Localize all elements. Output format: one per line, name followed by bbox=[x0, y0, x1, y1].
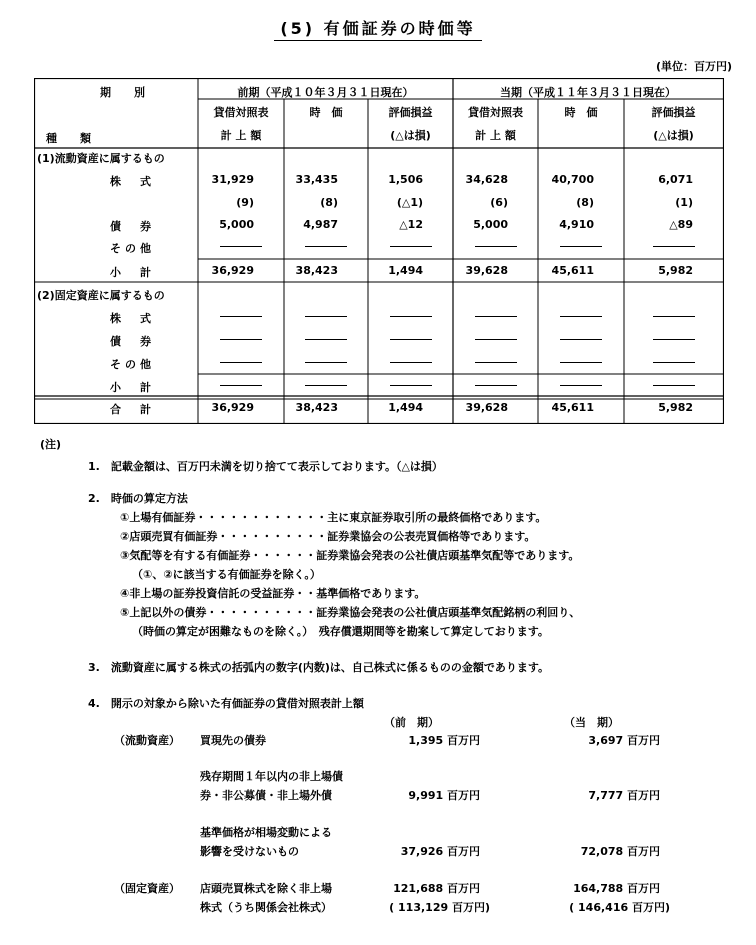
column-header: (△は損) bbox=[653, 129, 694, 142]
empty-dash bbox=[653, 385, 695, 386]
row-label: その他 bbox=[110, 242, 155, 255]
empty-dash bbox=[653, 339, 695, 340]
row-label: 株 式 bbox=[110, 312, 155, 325]
empty-dash bbox=[390, 246, 432, 247]
empty-dash bbox=[475, 339, 517, 340]
empty-dash bbox=[305, 339, 347, 340]
empty-dash bbox=[390, 316, 432, 317]
empty-dash bbox=[475, 362, 517, 363]
empty-dash bbox=[560, 246, 602, 247]
empty-dash bbox=[475, 385, 517, 386]
empty-dash bbox=[653, 362, 695, 363]
page-title: (5) 有価証券の時価等 bbox=[0, 16, 756, 39]
table-cell: 6,071 bbox=[658, 173, 693, 186]
note-4-curr-label: （当 期） bbox=[564, 716, 619, 729]
table-cell: 1,506 bbox=[388, 173, 423, 186]
note-4-item-3-desc1: 基準価格が相場変動による bbox=[200, 826, 332, 839]
column-header: 計 上 額 bbox=[220, 129, 262, 142]
table-cell: 45,611 bbox=[551, 264, 594, 277]
table-cell: 45,611 bbox=[551, 401, 594, 414]
table-cell: △12 bbox=[399, 218, 423, 231]
note-2-2: ②店頭売買有価証券・・・・・・・・・・証券業協会の公表売買価格等であります。 bbox=[120, 530, 536, 543]
table-cell: 4,910 bbox=[559, 218, 594, 231]
note-4-item-4-desc1: 店頭売買株式を除く非上場 bbox=[200, 882, 332, 895]
column-header: 評価損益 bbox=[388, 106, 433, 119]
column-header: 貸借対照表 bbox=[468, 106, 523, 119]
table-cell: 4,987 bbox=[303, 218, 338, 231]
table-cell: (6) bbox=[490, 196, 508, 209]
row-label: (2)固定資産に属するもの bbox=[37, 289, 165, 302]
empty-dash bbox=[305, 385, 347, 386]
row-label: 小 計 bbox=[110, 266, 155, 279]
note-4-item-4-prev: 121,688 百万円 bbox=[393, 882, 480, 895]
table-cell: 34,628 bbox=[465, 173, 508, 186]
note-4-item-4-curr2: ( 146,416 百万円) bbox=[569, 901, 670, 914]
table-cell: (1) bbox=[675, 196, 693, 209]
empty-dash bbox=[653, 316, 695, 317]
row-label: (1)流動資産に属するもの bbox=[37, 152, 165, 165]
note-2: 2. 時価の算定方法 bbox=[88, 492, 188, 505]
note-4-item-1-desc: 買現先の債券 bbox=[200, 734, 266, 747]
column-header: 計 上 額 bbox=[475, 129, 516, 142]
note-4-item-3-curr: 72,078 百万円 bbox=[580, 845, 660, 858]
empty-dash bbox=[475, 316, 517, 317]
empty-dash bbox=[305, 316, 347, 317]
empty-dash bbox=[220, 246, 262, 247]
note-4-item-2-curr: 7,777 百万円 bbox=[588, 789, 660, 802]
empty-dash bbox=[653, 246, 695, 247]
table-cell: 5,982 bbox=[658, 264, 693, 277]
note-4-item-2-prev: 9,991 百万円 bbox=[408, 789, 480, 802]
note-2-3: ③気配等を有する有価証券・・・・・・証券業協会発表の公社債店頭基準気配等であります。 bbox=[120, 549, 580, 562]
unit-label: (単位：百万円) bbox=[655, 60, 732, 73]
table-cell: 39,628 bbox=[465, 264, 508, 277]
table-cell: 33,435 bbox=[295, 173, 338, 186]
empty-dash bbox=[560, 316, 602, 317]
note-4-item-1-prev: 1,395 百万円 bbox=[408, 734, 480, 747]
table-cell: 36,929 bbox=[211, 401, 254, 414]
note-4-item-1-curr: 3,697 百万円 bbox=[588, 734, 660, 747]
empty-dash bbox=[475, 246, 517, 247]
note-2-5: ⑤上記以外の債券・・・・・・・・・・証券業協会発表の公社債店頭基準気配銘柄の利回り、 bbox=[120, 606, 581, 619]
notes-heading: (注) bbox=[40, 438, 62, 451]
note-1: 1. 記載金額は、百万円未満を切り捨てて表示しております。（△は損） bbox=[88, 460, 443, 473]
current-assets-label: （流動資産） bbox=[114, 734, 180, 747]
header-curr-period: 当期（平成１１年３月３１日現在） bbox=[500, 86, 676, 99]
note-2-1: ①上場有価証券・・・・・・・・・・・・主に東京証券取引所の最終価格であります。 bbox=[120, 511, 547, 524]
note-4-item-2-desc1: 残存期間１年以内の非上場債 bbox=[200, 770, 343, 783]
empty-dash bbox=[220, 362, 262, 363]
note-4-item-3-desc2: 影響を受けないもの bbox=[200, 845, 299, 858]
note-4-item-4-prev2: ( 113,129 百万円) bbox=[389, 901, 490, 914]
table-cell: 5,000 bbox=[473, 218, 508, 231]
table-cell: 40,700 bbox=[551, 173, 594, 186]
table-cell: 31,929 bbox=[211, 173, 254, 186]
empty-dash bbox=[560, 339, 602, 340]
row-label: 合 計 bbox=[110, 403, 155, 416]
table-cell: (△1) bbox=[396, 196, 423, 209]
note-4-item-4-curr: 164,788 百万円 bbox=[573, 882, 660, 895]
header-prev-period: 前期（平成１０年３月３１日現在） bbox=[237, 86, 414, 99]
row-label: 株 式 bbox=[110, 175, 155, 188]
note-4-prev-label: （前 期） bbox=[384, 716, 439, 729]
empty-dash bbox=[390, 339, 432, 340]
column-header: 時 価 bbox=[309, 106, 343, 119]
table-cell: (8) bbox=[320, 196, 338, 209]
table-cell: 5,982 bbox=[658, 401, 693, 414]
row-label: 小 計 bbox=[110, 381, 155, 394]
table-cell: (8) bbox=[576, 196, 594, 209]
empty-dash bbox=[390, 362, 432, 363]
column-header: 評価損益 bbox=[651, 106, 696, 119]
empty-dash bbox=[305, 246, 347, 247]
empty-dash bbox=[390, 385, 432, 386]
table-cell: 5,000 bbox=[219, 218, 254, 231]
table-cell: 1,494 bbox=[388, 401, 423, 414]
table-cell: 38,423 bbox=[295, 401, 338, 414]
column-header: 貸借対照表 bbox=[213, 106, 269, 119]
note-3: 3. 流動資産に属する株式の括弧内の数字(内数)は、自己株式に係るものの金額であります。 bbox=[88, 661, 550, 674]
table-cell: 1,494 bbox=[388, 264, 423, 277]
empty-dash bbox=[220, 339, 262, 340]
note-2-4: ④非上場の証券投資信託の受益証券・・基準価格であります。 bbox=[120, 587, 426, 600]
row-label: 債 券 bbox=[110, 220, 155, 233]
row-label: その他 bbox=[110, 358, 155, 371]
column-header: (△は損) bbox=[390, 129, 431, 142]
empty-dash bbox=[305, 362, 347, 363]
table-cell: △89 bbox=[669, 218, 693, 231]
table-cell: 36,929 bbox=[211, 264, 254, 277]
table-cell: 38,423 bbox=[295, 264, 338, 277]
table-cell: 39,628 bbox=[465, 401, 508, 414]
note-2-3b: （①、②に該当する有価証券を除く。） bbox=[132, 568, 321, 581]
header-category: 種 類 bbox=[46, 132, 97, 145]
empty-dash bbox=[560, 362, 602, 363]
column-header: 時 価 bbox=[564, 106, 598, 119]
header-period: 期 別 bbox=[100, 86, 151, 99]
empty-dash bbox=[560, 385, 602, 386]
table-cell: (9) bbox=[236, 196, 254, 209]
note-4-item-2-desc2: 券・非公募債・非上場外債 bbox=[200, 789, 332, 802]
note-4: 4. 開示の対象から除いた有価証券の貸借対照表計上額 bbox=[88, 697, 364, 710]
note-2-5b: （時価の算定が困難なものを除く。） 残存償還期間等を勘案して算定しております。 bbox=[132, 625, 549, 638]
row-label: 債 券 bbox=[110, 335, 155, 348]
note-4-item-3-prev: 37,926 百万円 bbox=[400, 845, 480, 858]
note-4-item-4-desc2: 株式（うち関係会社株式） bbox=[200, 901, 332, 914]
empty-dash bbox=[220, 316, 262, 317]
empty-dash bbox=[220, 385, 262, 386]
fixed-assets-label: （固定資産） bbox=[114, 882, 180, 895]
